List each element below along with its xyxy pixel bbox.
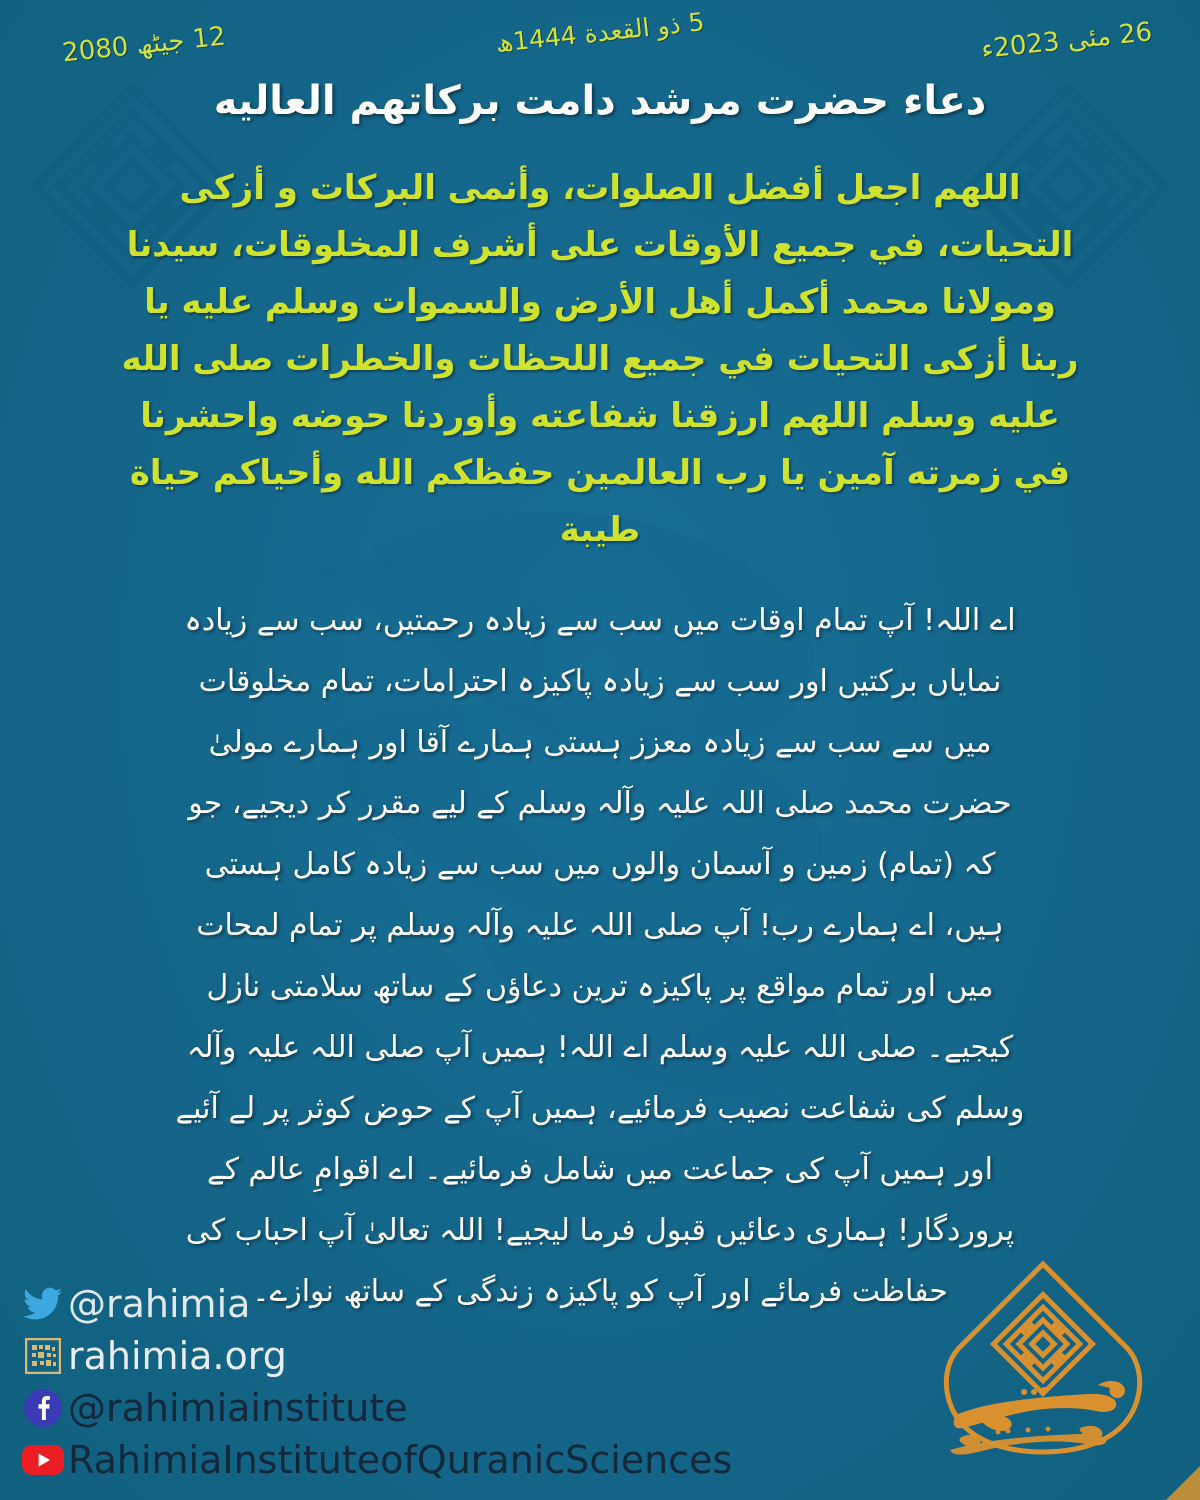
- social-links: [22, 1278, 732, 1486]
- facebook-icon: [22, 1387, 64, 1429]
- rahimia-logo: [928, 1252, 1158, 1482]
- social-row-twitter[interactable]: [22, 1278, 732, 1330]
- corner-accent: [1166, 1466, 1200, 1500]
- youtube-icon: [22, 1439, 64, 1481]
- website-icon: [22, 1335, 64, 1377]
- date-hijri: 5 ذو القعدة 1444ھ: [494, 7, 706, 58]
- date-nepali: 12 جیٹھ 2080: [60, 21, 228, 69]
- date-gregorian: 26 مئی 2023ء: [979, 17, 1154, 65]
- social-row-youtube[interactable]: [22, 1434, 732, 1486]
- social-label-twitter: @rahimia: [68, 1282, 251, 1326]
- date-row: [0, 0, 1200, 80]
- page-title: دعاء حضرت مرشد دامت بركاتهم العالیه: [213, 78, 987, 124]
- social-label-facebook: @rahimiainstitute: [68, 1386, 408, 1430]
- arabic-dua-text: اللهم اجعل أفضل الصلوات، وأنمى البركات و أزكى التحيات، في جميع الأوقات على أشرف المخلوقات، سيدنا ومولانا محمد أكمل أهل الأرض والسموات وسلم عليه يا ربنا أزكى التحيات في جميع اللحظات والخطرات صلى الله عليه وسلم اللهم ارزقنا شفاعته وأوردنا حوضه واحشرنا في زمرته آمين يا رب العالمين حفظكم الله وأحياكم حياة طيبة: [121, 168, 1079, 550]
- social-label-website: rahimia.org: [68, 1334, 287, 1378]
- urdu-translation-text: اے اللہ! آپ تمام اوقات میں سب سے زیادہ رحمتیں، سب سے زیادہ نمایاں بركتیں اور سب سے زیادہ پاکیزہ احترامات، تمام مخلوقات میں سے سب سے زیادہ معزز ہستی ہمارے آقا اور ہمارے مولیٰ حضرت محمد صلی اللہ علیہ وآلہ وسلم کے لیے مقرر کر دیجیے، جو کہ (تمام) زمین و آسمان والوں میں سب سے زیادہ کامل ہستی ہیں، اے ہمارے رب! آپ صلی اللہ علیہ وآلہ وسلم پر تمام لمحات میں اور تمام مواقع پر پاکیزہ ترین دعاؤں کے ساتھ سلامتی نازل کیجیے۔ صلی اللہ علیہ وسلم اے اللہ! ہمیں آپ صلی اللہ علیہ وآلہ وسلم کی شفاعت نصیب فرمائیے، ہمیں آپ کے حوض کوثر پر لے آئیے اور ہمیں آپ کی جماعت میں شامل فرمائیے۔ اے اقوامِ عالم کے پروردگار! ہماری دعائیں قبول فرما لیجیے! اللہ تعالیٰ آپ احباب کی حفاظت فرمائے اور آپ کو پاکیزہ زندگی کے ساتھ نوازے۔: [175, 603, 1025, 1309]
- social-label-youtube: RahimiaInstituteofQuranicSciences: [68, 1438, 733, 1482]
- social-row-website[interactable]: [22, 1330, 732, 1382]
- twitter-icon: [22, 1283, 64, 1325]
- social-row-facebook[interactable]: [22, 1382, 732, 1434]
